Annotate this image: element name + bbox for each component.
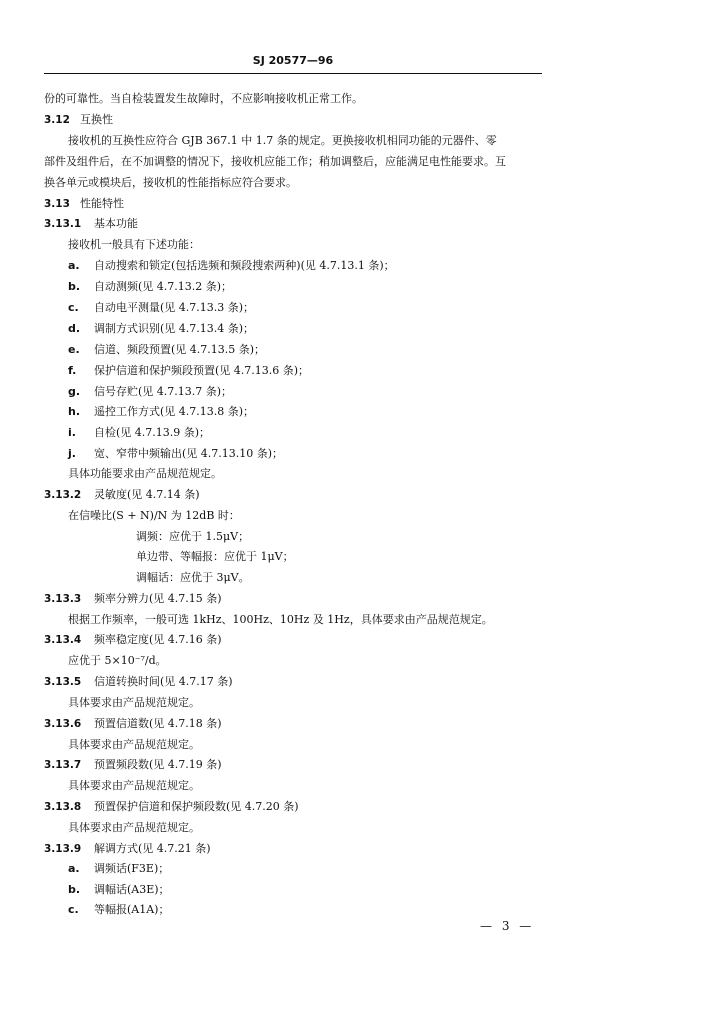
list-marker: h.: [68, 405, 81, 418]
resolution-text: 根据工作频率，一般可选 1kHz、100Hz、10Hz 及 1Hz，具体要求由产品规范规定。: [68, 613, 493, 626]
section-title-3-13-9: 解调方式(见 4.7.21 条): [94, 842, 211, 855]
list-marker: a.: [68, 259, 80, 272]
list-item: 自检(见 4.7.13.9 条)；: [94, 426, 211, 439]
section-number-3-13-1: 3.13.1: [44, 218, 82, 230]
section-number-3-13-3: 3.13.3: [44, 593, 82, 605]
section-title-3-13-4: 频率稳定度(见 4.7.16 条): [94, 633, 222, 646]
stability-text: 应优于 5×10⁻⁷/d。: [68, 654, 167, 667]
list-item: 调制方式识别(见 4.7.13.4 条)；: [94, 322, 255, 335]
section-title-3-13: 性能特性: [80, 197, 124, 210]
list-marker: b.: [68, 883, 81, 896]
sensitivity-fm: 调频：应优于 1.5μV；: [136, 530, 250, 543]
sensitivity-ssb: 单边带、等幅报：应优于 1μV；: [136, 550, 294, 563]
list-marker: c.: [68, 301, 79, 314]
section-number-3-13-7: 3.13.7: [44, 759, 82, 771]
section-number-3-13-4: 3.13.4: [44, 634, 82, 646]
list-item: 调幅话(A3E)；: [94, 883, 170, 896]
section-number-3-13-2: 3.13.2: [44, 489, 82, 501]
list-item: 调频话(F3E)；: [94, 862, 170, 875]
section-number-3-12: 3.12: [44, 114, 70, 126]
list-item: 保护信道和保护频段预置(见 4.7.13.6 条)；: [94, 364, 310, 377]
section-title-3-13-5: 信道转换时间(见 4.7.17 条): [94, 675, 233, 688]
section-title-3-13-1: 基本功能: [94, 217, 138, 230]
interchangeability-line-3: 换各单元或模块后，接收机的性能指标应符合要求。: [44, 176, 297, 189]
list-marker: b.: [68, 280, 81, 293]
list-marker: d.: [68, 322, 81, 335]
preset-channels-text: 具体要求由产品规范规定。: [68, 738, 200, 751]
section-title-3-13-7: 预置频段数(见 4.7.19 条): [94, 758, 222, 771]
functions-tail: 具体功能要求由产品规范规定。: [68, 467, 222, 480]
protected-text: 具体要求由产品规范规定。: [68, 821, 200, 834]
list-marker: f.: [68, 364, 77, 377]
list-item: 遥控工作方式(见 4.7.13.8 条)；: [94, 405, 255, 418]
preset-bands-text: 具体要求由产品规范规定。: [68, 779, 200, 792]
list-item: 自动测频(见 4.7.13.2 条)；: [94, 280, 233, 293]
list-item: 信号存贮(见 4.7.13.7 条)；: [94, 385, 233, 398]
section-title-3-13-2: 灵敏度(见 4.7.14 条): [94, 488, 200, 501]
section-title-3-12: 互换性: [80, 113, 113, 126]
list-marker: e.: [68, 343, 80, 356]
list-item: 等幅报(A1A)；: [94, 903, 170, 916]
section-title-3-13-8: 预置保护信道和保护频段数(见 4.7.20 条): [94, 800, 299, 813]
list-marker: i.: [68, 426, 76, 439]
interchangeability-line-2: 部件及组件后，在不加调整的情况下，接收机应能工作；稍加调整后，应能满足电性能要求。互: [44, 155, 506, 168]
list-item: 信道、频段预置(见 4.7.13.5 条)；: [94, 343, 266, 356]
document-number-header: SJ 20577—96: [252, 54, 334, 67]
page-number: — 3 —: [480, 919, 535, 933]
list-marker: j.: [68, 447, 76, 460]
section-number-3-13-5: 3.13.5: [44, 676, 82, 688]
paragraph-continuation: 份的可靠性。当自检装置发生故障时，不应影响接收机正常工作。: [44, 92, 363, 105]
section-number-3-13-6: 3.13.6: [44, 718, 82, 730]
section-number-3-13-8: 3.13.8: [44, 801, 82, 813]
section-title-3-13-6: 预置信道数(见 4.7.18 条): [94, 717, 222, 730]
sensitivity-am: 调幅话：应优于 3μV。: [136, 571, 250, 584]
section-number-3-13: 3.13: [44, 198, 70, 210]
list-item: 自动电平测量(见 4.7.13.3 条)；: [94, 301, 255, 314]
functions-intro: 接收机一般具有下述功能：: [68, 238, 200, 251]
list-item: 宽、窄带中频输出(见 4.7.13.10 条)；: [94, 447, 284, 460]
list-marker: g.: [68, 385, 81, 398]
interchangeability-line-1: 接收机的互换性应符合 GJB 367.1 中 1.7 条的规定。更换接收机相同功能的元器件、零: [68, 134, 497, 147]
section-title-3-13-3: 频率分辨力(见 4.7.15 条): [94, 592, 222, 605]
list-marker: c.: [68, 903, 79, 916]
list-item: 自动搜索和锁定(包括选频和频段搜索两种)(见 4.7.13.1 条)；: [94, 259, 395, 272]
sensitivity-intro: 在信噪比(S + N)/N 为 12dB 时：: [68, 509, 240, 522]
list-marker: a.: [68, 862, 80, 875]
section-number-3-13-9: 3.13.9: [44, 843, 82, 855]
switch-time-text: 具体要求由产品规范规定。: [68, 696, 200, 709]
